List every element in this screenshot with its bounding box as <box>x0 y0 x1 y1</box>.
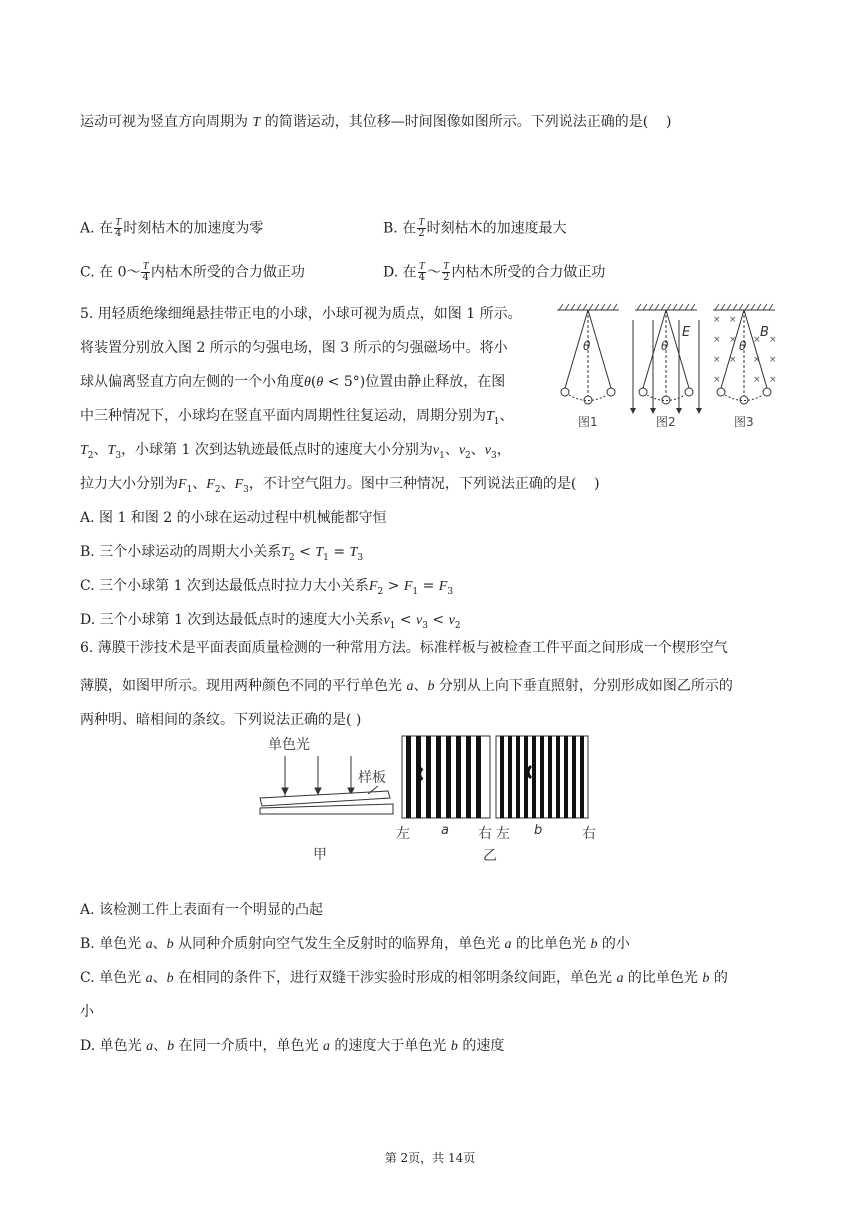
b-label: b <box>534 823 543 838</box>
theta-label-1: θ <box>583 339 591 353</box>
fig-yi-label: 乙 <box>483 848 497 864</box>
q6-line1: 6. 薄膜干涉技术是平面表面质量检测的一种常用方法。标准样板与被检查工件平面之间形成一个楔形空气 <box>80 640 728 656</box>
q5-line6: 拉力大小分别为$F_1$、$F_2$、$F_3$，不计空气阻力。图中三种情况，下列说法正确的是( ) <box>80 476 600 495</box>
q5-line1: 5. 用轻质绝缘细绳悬挂带正电的小球，小球可视为质点，如图 1 所示。 <box>80 306 522 322</box>
left-label-a: 左 <box>396 826 410 842</box>
q6-option-c-line2: 小 <box>80 1004 94 1020</box>
theta-label-2: θ <box>661 339 669 353</box>
theta-label-3: θ <box>739 339 747 353</box>
q4-option-b: B. 在 $\frac{T}{2}$ 时刻枯木的加速度最大 <box>383 217 567 239</box>
q5-line4: 中三种情况下，小球均在竖直平面内周期性往复运动，周期分别为$T_1$、 <box>80 408 514 427</box>
fig2-label: 图2 <box>656 415 676 429</box>
svg-text:×: × <box>713 315 721 325</box>
q5-line3: 球从偏离竖直方向左侧的一个小角度θ(θ < 5°)位置由静止释放，在图 <box>80 374 506 390</box>
q4-option-a: A. 在 $\frac{T}{4}$ 时刻枯木的加速度为零 <box>80 217 264 239</box>
svg-text:×: × <box>769 335 777 345</box>
q6-option-c-line1: C. 单色光 a、b 在相同的条件下，进行双缝干涉实验时形成的相邻明条纹间距，单色光 a 的比单色光 b 的 <box>80 970 728 986</box>
q5-line2: 将装置分别放入图 2 所示的匀强电场，图 3 所示的匀强磁场中。将小 <box>80 340 508 356</box>
svg-text:×: × <box>729 355 737 365</box>
q5-option-c: C. 三个小球第 1 次到达最低点时拉力大小关系$F_2 > F_1 = F_3$ <box>80 578 454 597</box>
field-e-label: E <box>682 325 691 340</box>
q5-line5: $T_2$、$T_3$，小球第 1 次到达轨迹最低点时的速度大小分别为$v_1$、$v_2$、$v_3$， <box>80 442 511 461</box>
q6-option-d: D. 单色光 a、b 在同一介质中，单色光 a 的速度大于单色光 b 的速度 <box>80 1038 505 1054</box>
svg-text:×: × <box>753 355 761 365</box>
q6-option-b: B. 单色光 a、b 从同种介质射向空气发生全反射时的临界角，单色光 a 的比单色光 b 的小 <box>80 936 630 952</box>
q6-line3: 两种明、暗相间的条纹。下列说法正确的是( ) <box>80 712 362 728</box>
q4-option-c: C. 在 0～ $\frac{T}{4}$ 内枯木所受的合力做正功 <box>80 261 305 283</box>
svg-text:×: × <box>713 335 721 345</box>
q6-line2: 薄膜，如图甲所示。现用两种颜色不同的平行单色光 a、b 分别从上向下垂直照射，分别形成如图乙所示的 <box>80 678 733 694</box>
left-label-b: 左 <box>496 826 510 842</box>
plate-label: 样板 <box>358 770 386 786</box>
fig1-label: 图1 <box>578 415 598 429</box>
svg-text:×: × <box>729 315 737 325</box>
svg-text:×: × <box>769 375 777 385</box>
q4-option-d: D. 在 $\frac{T}{4}$ ～ $\frac{T}{2}$ 内枯木所受的合力做正功 <box>383 261 606 283</box>
svg-text:×: × <box>753 375 761 385</box>
right-label-a: 右 <box>478 826 492 842</box>
q5-option-d: D. 三个小球第 1 次到达最低点时的速度大小关系$v_1 < v_3 < v_2$ <box>80 612 461 631</box>
right-label-b: 右 <box>582 826 596 842</box>
light-label: 单色光 <box>268 737 310 753</box>
field-b-label: B <box>760 325 769 340</box>
fig-jia-label: 甲 <box>313 847 327 863</box>
svg-text:×: × <box>753 335 761 345</box>
q6-option-a: A. 该检测工件上表面有一个明显的凸起 <box>80 902 324 918</box>
page-footer: 第 2页，共 14页 <box>384 1151 476 1165</box>
thin-film-figure <box>258 734 603 868</box>
svg-text:×: × <box>713 355 721 365</box>
svg-text:×: × <box>713 375 721 385</box>
intro-line: 运动可视为竖直方向周期为 T 的简谐运动，其位移—时间图像如图所示。下列说法正确的是( ) <box>80 114 672 130</box>
pendulum-figure <box>553 300 783 435</box>
q5-option-a: A. 图 1 和图 2 的小球在运动过程中机械能都守恒 <box>80 510 387 526</box>
a-label: a <box>441 823 449 838</box>
fig3-label: 图3 <box>734 415 754 429</box>
svg-text:×: × <box>729 335 737 345</box>
q5-option-b: B. 三个小球运动的周期大小关系$T_2 < T_1 = T_3$ <box>80 544 364 563</box>
svg-text:×: × <box>769 355 777 365</box>
